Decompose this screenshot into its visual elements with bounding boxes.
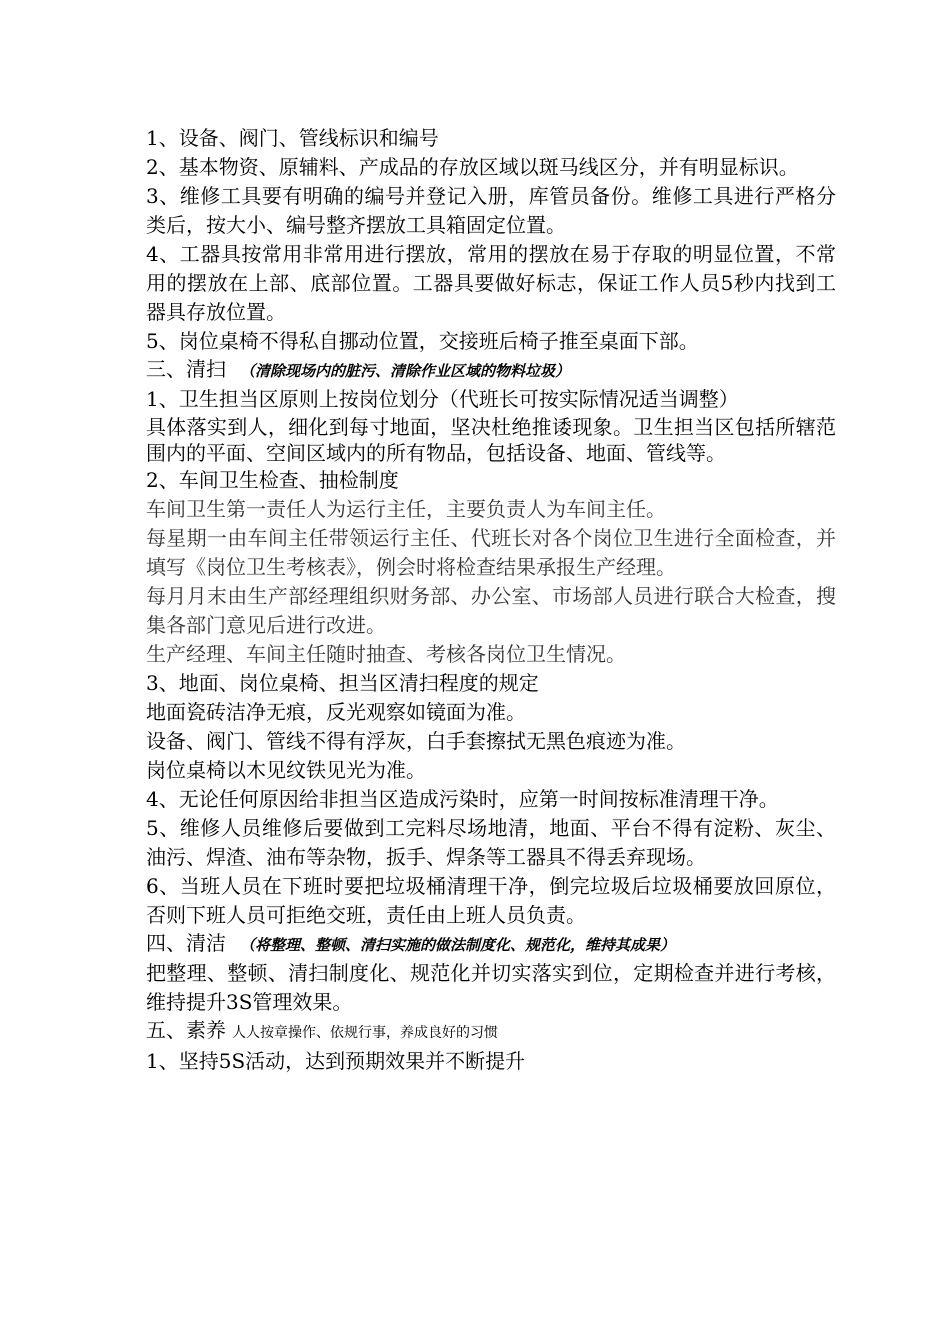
paragraph: 设备、阀门、管线不得有浮灰，白手套擦拭无黑色痕迹为准。 [146, 729, 686, 753]
paragraph: 地面瓷砖洁净无痕，反光观察如镜面为准。 [146, 700, 526, 724]
paragraph: 4、工器具按常用非常用进行摆放，常用的摆放在易于存取的明显位置，不常用的摆放在上部、底部位置。工器具要做好标志，保证工作人员5秒内找到工器具存放位置。 [146, 242, 836, 324]
paragraph: 每星期一由车间主任带领运行主任、代班长对各个岗位卫生进行全面检查，并填写《岗位卫生考核表》，例会时将检查结果承报生产经理。 [146, 526, 836, 579]
paragraph: 4、无论任何原因给非担当区造成污染时，应第一时间按标准清理干净。 [146, 787, 779, 811]
section-title: 五、素养 [146, 1018, 226, 1042]
section-note: 人人按章操作、依规行事，养成良好的习惯 [232, 1025, 498, 1041]
paragraph: 车间卫生第一责任人为运行主任，主要负责人为车间主任。 [146, 497, 666, 521]
section-heading-3 [146, 356, 836, 385]
section-title: 三、清扫 [146, 357, 226, 381]
paragraph: 5、维修人员维修后要做到工完料尽场地清，地面、平台不得有淀粉、灰尘、油污、焊渣、油布等杂物，扳手、焊条等工器具不得丢弃现场。 [146, 816, 836, 869]
section-title: 四、清洁 [146, 931, 226, 955]
paragraph: 每月月末由生产部经理组织财务部、办公室、市场部人员进行联合大检查，搜集各部门意见后进行改进。 [146, 584, 836, 637]
paragraph: 把整理、整顿、清扫制度化、规范化并切实落实到位，定期检查并进行考核，维持提升3S管理效果。 [146, 961, 836, 1014]
paragraph: 2、基本物资、原辅料、产成品的存放区域以斑马线区分，并有明显标识。 [146, 155, 799, 179]
paragraph: 岗位桌椅以木见纹铁见光为准。 [146, 758, 426, 782]
paragraph: 5、岗位桌椅不得私自挪动位置，交接班后椅子推至桌面下部。 [146, 329, 699, 353]
paragraph: 生产经理、车间主任随时抽查、考核各岗位卫生情况。 [146, 642, 626, 666]
section-note: （将整理、整顿、清扫实施的做法制度化、规范化，维持其成果） [240, 936, 676, 954]
paragraph: 1、卫生担当区原则上按岗位划分（代班长可按实际情况适当调整） [146, 387, 739, 411]
section-heading-4 [146, 930, 836, 959]
paragraph: 1、设备、阀门、管线标识和编号 [146, 126, 439, 150]
paragraph: 1、坚持5S活动，达到预期效果并不断提升 [146, 1049, 526, 1073]
paragraph: 3、维修工具要有明确的编号并登记入册，库管员备份。维修工具进行严格分类后，按大小、编号整齐摆放工具箱固定位置。 [146, 184, 836, 237]
paragraph: 6、当班人员在下班时要把垃圾桶清理干净，倒完垃圾后垃圾桶要放回原位，否则下班人员可拒绝交班，责任由上班人员负责。 [146, 874, 836, 927]
paragraph: 3、地面、岗位桌椅、担当区清扫程度的规定 [146, 671, 539, 695]
paragraph: 2、车间卫生检查、抽检制度 [146, 468, 399, 492]
section-note: （清除现场内的脏污、清除作业区域的物料垃圾） [240, 362, 571, 380]
document-body [146, 124, 836, 1076]
section-heading-5 [146, 1017, 836, 1047]
paragraph: 具体落实到人，细化到每寸地面，坚决杜绝推诿现象。卫生担当区包括所辖范围内的平面、空间区域内的所有物品，包括设备、地面、管线等。 [146, 415, 836, 465]
